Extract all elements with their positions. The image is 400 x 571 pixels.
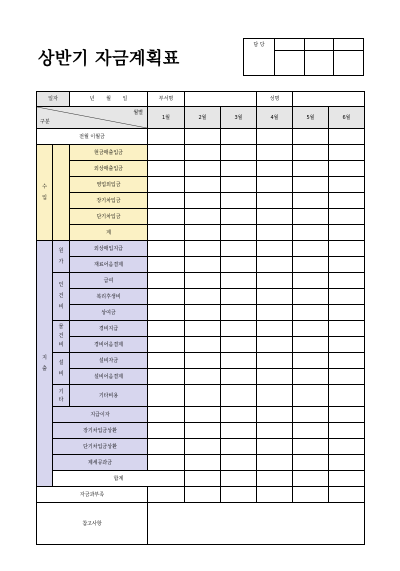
cell[interactable] — [148, 321, 185, 337]
cell[interactable] — [293, 471, 329, 487]
cell[interactable] — [329, 439, 365, 455]
cell[interactable] — [329, 407, 365, 423]
cell[interactable] — [221, 257, 257, 273]
cash-plan-table — [36, 91, 365, 545]
expense-item-label: 경비지급 — [70, 321, 148, 337]
cell[interactable] — [185, 385, 221, 407]
cell[interactable] — [257, 487, 293, 503]
cell[interactable] — [293, 305, 329, 321]
expense-item-label: 급여 — [70, 273, 148, 289]
dept-label: 부서명 — [148, 92, 185, 107]
cell[interactable] — [148, 225, 185, 241]
cell[interactable] — [329, 337, 365, 353]
cell[interactable] — [221, 145, 257, 161]
month-header: 1월 — [148, 107, 185, 129]
cell[interactable] — [257, 423, 293, 439]
cell[interactable] — [257, 145, 293, 161]
cell[interactable] — [221, 385, 257, 407]
monthly-label: 월별 — [133, 110, 144, 116]
cell[interactable] — [293, 455, 329, 471]
cell[interactable] — [293, 423, 329, 439]
cell[interactable] — [185, 161, 221, 177]
balance-label: 자금과부족 — [37, 487, 148, 503]
cell[interactable] — [293, 337, 329, 353]
cell[interactable] — [221, 177, 257, 193]
dept-value[interactable] — [185, 92, 257, 107]
cell[interactable] — [293, 353, 329, 369]
approval-sign-cell[interactable] — [304, 51, 334, 76]
cell[interactable] — [148, 209, 185, 225]
cell[interactable] — [329, 177, 365, 193]
cell[interactable] — [329, 455, 365, 471]
cell[interactable] — [257, 289, 293, 305]
expense-item-label: 지급이자 — [53, 407, 148, 423]
cell[interactable] — [293, 161, 329, 177]
expense-item-label: 재료어음결제 — [70, 257, 148, 273]
cell[interactable] — [257, 407, 293, 423]
cell[interactable] — [185, 273, 221, 289]
name-label: 성명 — [257, 92, 293, 107]
cell[interactable] — [148, 161, 185, 177]
cell[interactable] — [257, 353, 293, 369]
cell[interactable] — [148, 305, 185, 321]
cell[interactable] — [148, 257, 185, 273]
expense-item-label: 제세공과금 — [53, 455, 148, 471]
cell[interactable] — [185, 407, 221, 423]
cell[interactable] — [148, 369, 185, 385]
cell[interactable] — [293, 225, 329, 241]
cell[interactable] — [293, 487, 329, 503]
date-value[interactable]: 년 월 일 — [70, 92, 148, 107]
cell[interactable] — [221, 455, 257, 471]
category-label: 구분 — [40, 119, 50, 125]
cell[interactable] — [257, 241, 293, 257]
cell[interactable] — [148, 385, 185, 407]
approval-header-cell — [304, 39, 334, 51]
cell[interactable] — [185, 129, 221, 145]
diagonal-line — [37, 107, 147, 128]
cell[interactable] — [329, 257, 365, 273]
cell[interactable] — [293, 209, 329, 225]
cell[interactable] — [185, 439, 221, 455]
cell[interactable] — [329, 145, 365, 161]
cell[interactable] — [185, 369, 221, 385]
material-group-label: 물 건 비 — [53, 321, 70, 353]
cell[interactable] — [185, 471, 221, 487]
cell[interactable] — [293, 241, 329, 257]
income-total-label: 계 — [70, 225, 148, 241]
expense-group-label: 지 출 — [37, 241, 53, 487]
income-item-label: 현금매출입금 — [70, 145, 148, 161]
cell[interactable] — [221, 225, 257, 241]
notes-label: 참고사항 — [37, 503, 148, 545]
cell[interactable] — [257, 471, 293, 487]
income-item-label: 외상매출입금 — [70, 161, 148, 177]
cell[interactable] — [221, 161, 257, 177]
cell[interactable] — [329, 353, 365, 369]
cell[interactable] — [221, 407, 257, 423]
cell[interactable] — [221, 471, 257, 487]
cell[interactable] — [148, 455, 185, 471]
expense-item-label: 기타비용 — [70, 385, 148, 407]
income-item-label: 영업외입금 — [70, 177, 148, 193]
cell[interactable] — [148, 423, 185, 439]
cell[interactable] — [329, 129, 365, 145]
income-group-label: 수 입 — [37, 145, 53, 241]
cell[interactable] — [293, 407, 329, 423]
cell[interactable] — [185, 193, 221, 209]
cell[interactable] — [257, 337, 293, 353]
cell[interactable] — [257, 385, 293, 407]
approval-header-cell — [275, 39, 305, 51]
cell[interactable] — [148, 289, 185, 305]
month-header: 5월 — [293, 107, 329, 129]
date-label: 일자 — [37, 92, 70, 107]
cell[interactable] — [185, 455, 221, 471]
approval-sign-cell[interactable] — [334, 51, 364, 76]
cell[interactable] — [329, 209, 365, 225]
expense-item-label: 상여금 — [70, 305, 148, 321]
cell[interactable] — [221, 209, 257, 225]
cell[interactable] — [293, 193, 329, 209]
cell[interactable] — [185, 423, 221, 439]
cell[interactable] — [148, 241, 185, 257]
cell[interactable] — [221, 273, 257, 289]
cell[interactable] — [329, 487, 365, 503]
other-group-label: 기 타 — [53, 385, 70, 407]
cell[interactable] — [257, 257, 293, 273]
cell[interactable] — [221, 241, 257, 257]
cell[interactable] — [293, 439, 329, 455]
cell[interactable] — [293, 129, 329, 145]
cell[interactable] — [257, 305, 293, 321]
cell[interactable] — [293, 369, 329, 385]
cell[interactable] — [257, 321, 293, 337]
cell[interactable] — [148, 337, 185, 353]
cell[interactable] — [185, 177, 221, 193]
approval-sign-cell[interactable] — [275, 51, 305, 76]
cell[interactable] — [329, 225, 365, 241]
carryover-label: 전월 이월금 — [37, 129, 148, 145]
approval-header-cell — [334, 39, 364, 51]
page-title: 상반기 자금계획표 — [38, 49, 180, 69]
cell[interactable] — [221, 439, 257, 455]
cell[interactable] — [148, 407, 185, 423]
cell[interactable] — [185, 487, 221, 503]
income-spacer — [53, 145, 70, 241]
cell[interactable] — [221, 353, 257, 369]
cell[interactable] — [148, 145, 185, 161]
month-header: 2월 — [185, 107, 221, 129]
cell[interactable] — [329, 161, 365, 177]
cell[interactable] — [185, 305, 221, 321]
cell[interactable] — [293, 273, 329, 289]
approval-header-label: 담 당 — [253, 42, 265, 48]
cell[interactable] — [329, 321, 365, 337]
cell[interactable] — [185, 241, 221, 257]
cell[interactable] — [221, 423, 257, 439]
cell[interactable] — [257, 273, 293, 289]
cell[interactable] — [185, 257, 221, 273]
cell[interactable] — [257, 209, 293, 225]
cell[interactable] — [221, 289, 257, 305]
cell[interactable] — [329, 273, 365, 289]
income-item-label: 장기차입금 — [70, 193, 148, 209]
cell[interactable] — [293, 257, 329, 273]
approval-box — [243, 38, 364, 76]
cell[interactable] — [185, 225, 221, 241]
cell[interactable] — [329, 193, 365, 209]
expense-item-label: 설비자금 — [70, 353, 148, 369]
cell[interactable] — [329, 423, 365, 439]
cell[interactable] — [293, 321, 329, 337]
cell[interactable] — [257, 177, 293, 193]
cost-group-label: 원 가 — [53, 241, 70, 273]
cell[interactable] — [329, 241, 365, 257]
equipment-group-label: 설 비 — [53, 353, 70, 385]
cell[interactable] — [293, 289, 329, 305]
cell[interactable] — [148, 273, 185, 289]
income-item-label: 단기차입금 — [70, 209, 148, 225]
cell[interactable] — [293, 385, 329, 407]
cell[interactable] — [221, 129, 257, 145]
expense-item-label: 장기차입금상환 — [53, 423, 148, 439]
expense-item-label: 설비어음결제 — [70, 369, 148, 385]
labor-group-label: 인 건 비 — [53, 273, 70, 321]
expense-item-label: 경비어음결제 — [70, 337, 148, 353]
cell[interactable] — [148, 177, 185, 193]
cell[interactable] — [148, 129, 185, 145]
cell[interactable] — [148, 353, 185, 369]
cell[interactable] — [185, 209, 221, 225]
month-header: 4월 — [257, 107, 293, 129]
cell[interactable] — [185, 321, 221, 337]
cell[interactable] — [329, 385, 365, 407]
cell[interactable] — [329, 289, 365, 305]
cell[interactable] — [221, 487, 257, 503]
month-header: 3월 — [221, 107, 257, 129]
total-label: 합계 — [53, 471, 185, 487]
cell[interactable] — [185, 289, 221, 305]
cell[interactable] — [329, 369, 365, 385]
cell[interactable] — [257, 161, 293, 177]
cell[interactable] — [148, 193, 185, 209]
cell[interactable] — [148, 487, 185, 503]
cell[interactable] — [148, 439, 185, 455]
notes-field[interactable] — [148, 503, 365, 545]
cell[interactable] — [221, 321, 257, 337]
cell[interactable] — [221, 305, 257, 321]
name-value[interactable] — [293, 92, 365, 107]
cell[interactable] — [221, 337, 257, 353]
expense-item-label: 단기차입금상환 — [53, 439, 148, 455]
cell[interactable] — [185, 337, 221, 353]
cell[interactable] — [257, 439, 293, 455]
cell[interactable] — [221, 193, 257, 209]
approval-header-cell — [244, 39, 275, 76]
cell[interactable] — [185, 353, 221, 369]
cell[interactable] — [221, 369, 257, 385]
cell[interactable] — [293, 145, 329, 161]
cell[interactable] — [329, 471, 365, 487]
cell[interactable] — [293, 177, 329, 193]
month-header: 6월 — [329, 107, 365, 129]
expense-item-label: 외상매입지급 — [70, 241, 148, 257]
cell[interactable] — [257, 369, 293, 385]
expense-item-label: 복리후생비 — [70, 289, 148, 305]
cell[interactable] — [257, 129, 293, 145]
category-month-header — [37, 107, 148, 129]
cell[interactable] — [257, 193, 293, 209]
cell[interactable] — [329, 305, 365, 321]
cell[interactable] — [257, 225, 293, 241]
cell[interactable] — [185, 145, 221, 161]
cell[interactable] — [257, 455, 293, 471]
